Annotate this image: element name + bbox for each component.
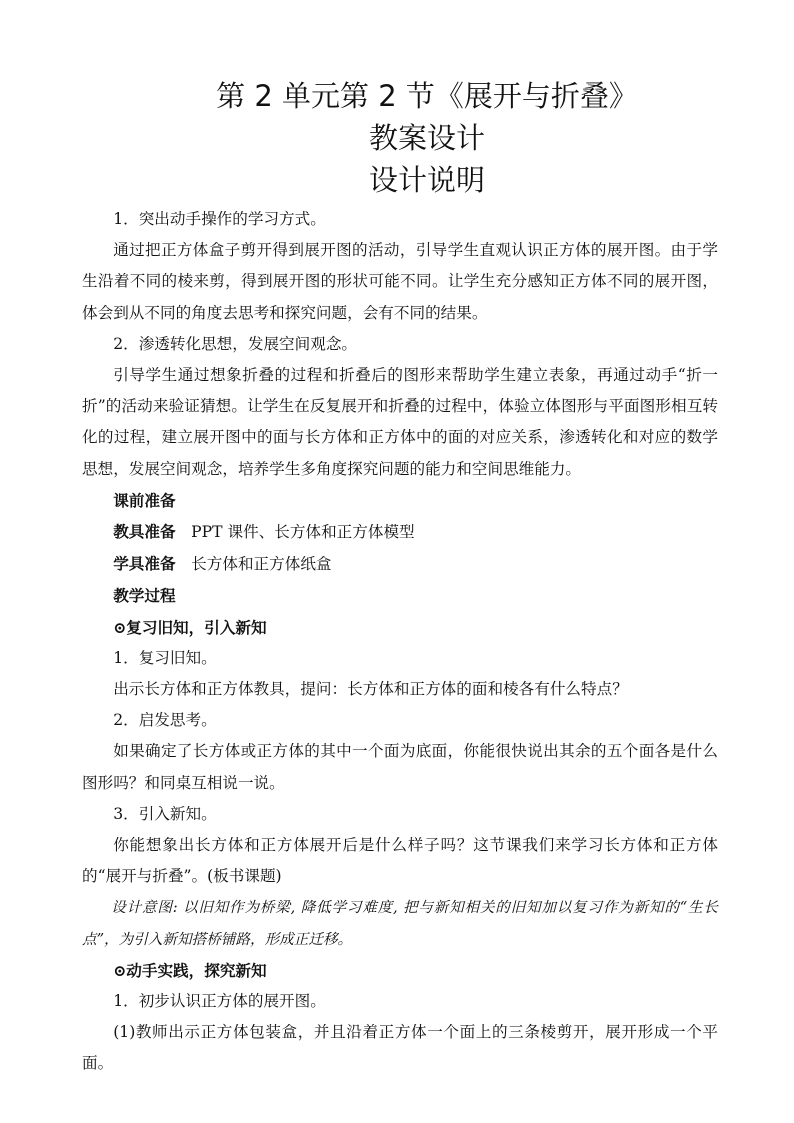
step-1-heading: 1．复习旧知。: [113, 648, 217, 667]
design-intent: 设计意图: 以旧知作为桥梁, 降低学习难度, 把与新知相关的旧知加以复习作为新知的“生长点”，为引入新知搭桥铺路，形成正迁移。: [82, 899, 718, 948]
process-section-1-title: ⊙复习旧知，引入新知: [113, 617, 267, 637]
note-heading-1: 1．突出动手操作的学习方式。: [113, 210, 326, 228]
document-subtitle: 教案设计: [368, 121, 485, 155]
preparation-heading: 课前准备: [113, 490, 176, 510]
step-1-text: 出示长方体和正方体教具，提问：长方体和正方体的面和棱各有什么特点？: [113, 680, 628, 699]
teacher-prep-items: PPT 课件、长方体和正方体模型: [191, 523, 415, 542]
student-prep-label: 学具准备: [113, 554, 176, 574]
process-section-2-title: ⊙动手实践，探究新知: [113, 960, 267, 980]
step-3-text: 你能想象出长方体和正方体展开后是什么样子吗？这节课我们来学习长方体和正方体的“展开与折叠”。(板书课题): [82, 836, 718, 886]
note-text-1: 通过把正方体盒子剪开得到展开图的活动，引导学生直观认识正方体的展开图。由于学生沿着不同的棱来剪，得到展开图的形状可能不同。让学生充分感知正方体不同的展开图，体会到从不同的角度去思考和探究问题，会有不同的结果。: [82, 241, 718, 322]
document-title: 第 2 单元第 2 节《展开与折叠》: [216, 79, 638, 113]
note-heading-2: 2．渗透转化思想，发展空间观念。: [113, 334, 358, 353]
process-heading: 教学过程: [113, 586, 176, 606]
step-2-heading: 2．启发思考。: [113, 711, 217, 730]
step-3-heading: 3．引入新知。: [113, 804, 217, 823]
teacher-prep-line: [82, 516, 718, 548]
step-2-1-text: (1)教师出示正方体包装盒，并且沿着正方体一个面上的三条棱剪开，展开形成一个平面。: [82, 1023, 718, 1073]
teacher-prep-label: 教具准备: [113, 522, 176, 542]
student-prep-line: [82, 548, 718, 580]
student-prep-items: 长方体和正方体纸盒: [191, 555, 332, 574]
section-title-design-notes: 设计说明: [368, 163, 485, 197]
note-text-2: 引导学生通过想象折叠的过程和折叠后的图形来帮助学生建立表象，再通过动手“折一折”的活动来验证猜想。让学生在反复展开和折叠的过程中，体验立体图形与平面图形相互转化的过程，建立展开图中的面与长方体和正方体中的面的对应关系，渗透转化和对应的数学思想，发展空间观念，培养学生多角度探究问题的能力和空间思维能力。: [82, 366, 718, 478]
step-2-1-heading: 1．初步认识正方体的展开图。: [113, 992, 326, 1011]
step-2-text: 如果确定了长方体或正方体的其中一个面为底面，你能很快说出其余的五个面各是什么图形吗？和同桌互相说一说。: [82, 742, 718, 792]
document-body: [82, 204, 718, 1080]
